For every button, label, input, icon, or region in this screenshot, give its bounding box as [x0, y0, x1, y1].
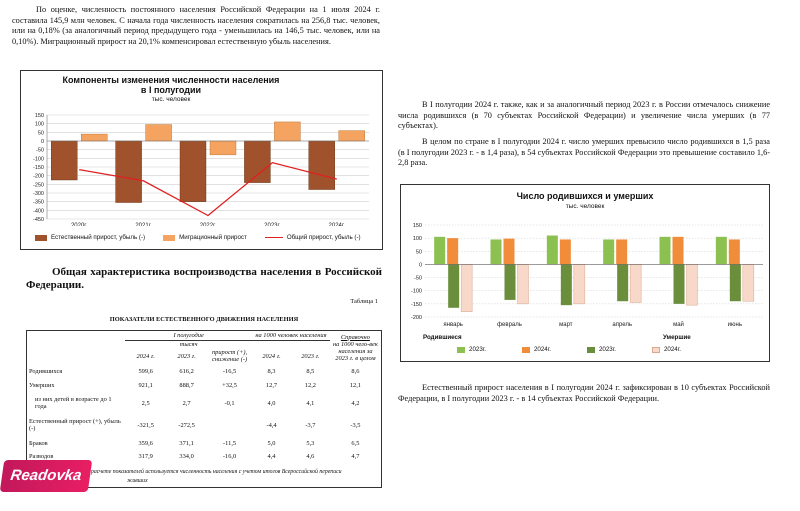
chart1-subtitle: тыс. человек [151, 96, 191, 103]
y-tick-label: 100 [412, 236, 422, 243]
bar-natural [51, 141, 77, 180]
row-cell: -16,0 [222, 452, 237, 460]
row-cell: -4,4 [266, 421, 277, 429]
row-cell: -16,5 [222, 368, 237, 375]
x-tick-label: март [559, 322, 573, 328]
bar-died-2023 [617, 264, 628, 301]
right-paragraph-1: В I полугодии 2024 г. также, как и за аналогичный период 2023 г. в России отмечалось снижение числа родившихся (в 70 субъектах Российской Федерации) и увеличение числа умерших (в 77 субъектах). [398, 100, 770, 131]
bar-died-2023 [505, 264, 516, 299]
bar-born-2024 [616, 239, 627, 264]
readovka-logo [0, 460, 92, 492]
chart1-plot [21, 71, 382, 226]
table-footnote-1: расчете показателей используется численность населения с учетом итогов Всероссийской переписи [91, 469, 342, 475]
bar-died-2024 [687, 264, 698, 305]
row-cell: 4,4 [267, 452, 276, 460]
bar-born-2023 [434, 237, 445, 265]
y-tick-label: 50 [37, 130, 44, 137]
table-header-ref-title: Справочно [340, 333, 370, 341]
bar-born-2023 [660, 237, 671, 265]
right-paragraph-2: В целом по стране в I полугодии 2024 г. число умерших превысило число родившихся в 1,5 раза (в I полугодии 2023 г. - в 1,4 раза), в 54 субъектах Российской Федерации это превышение составило 1,6-2,8 раза. [398, 137, 770, 168]
intro-line: на 1 июля 2024 г. составила 145,9 млн человек. С начала года численность населения сократилась [12, 5, 380, 25]
bar-born-2024 [504, 239, 515, 265]
chart1-title-2: в I полугодии [140, 85, 202, 95]
table-header-2024b: 2024 г. [262, 352, 281, 360]
y-tick-label: -200 [32, 173, 44, 180]
logo-text: Readovka [9, 467, 83, 484]
bar-migration [210, 141, 236, 155]
bar-born-2024 [560, 239, 571, 264]
row-cell: -3,7 [305, 421, 316, 429]
row-cell: -0,1 [224, 399, 235, 407]
x-tick-label: 2020г. [70, 223, 88, 226]
bar-born-2023 [603, 239, 614, 264]
legend-swatch-born24 [522, 347, 530, 353]
table-label: Таблица 1 [350, 298, 378, 305]
x-tick-label: 2023г. [264, 223, 281, 226]
chart1-title-1: Компоненты изменения численности населения [62, 75, 280, 85]
y-tick-label: -450 [32, 217, 44, 223]
bar-migration [146, 125, 172, 141]
row-cell: 8,3 [267, 368, 276, 375]
legend-group-born: Родившиеся [423, 334, 462, 341]
bar-died-2023 [448, 264, 459, 307]
x-tick-label: февраль [497, 322, 522, 328]
legend-label-born24: 2024г. [533, 346, 551, 353]
y-tick-label: -150 [32, 165, 44, 171]
table-cell [291, 340, 330, 348]
chart-births-deaths [400, 184, 770, 362]
row-cell: 2,7 [182, 399, 191, 407]
legend-label-died24: 2024г. [663, 346, 681, 353]
chart2-legend [417, 334, 757, 360]
row-cell: 12,7 [265, 382, 278, 389]
y-tick-label: 100 [34, 121, 44, 128]
x-tick-label: 2021г. [135, 223, 152, 226]
row-cell: 317,9 [138, 452, 153, 460]
legend-swatch-died24 [652, 347, 660, 353]
table-cell [27, 331, 125, 340]
bar-died-2024 [518, 264, 529, 303]
row-cell: 5,0 [267, 439, 276, 447]
legend-swatch-died23 [587, 347, 595, 353]
x-tick-label: январь [443, 322, 463, 328]
bar-died-2023 [674, 264, 685, 303]
bar-died-2024 [574, 264, 585, 303]
bar-natural [309, 141, 335, 190]
table-cell [27, 340, 125, 348]
bar-died-2024 [630, 264, 641, 302]
intro-line: на 146,5 тыс. человек, или на 0,10%). Миграционный прирост на 20,1% компенсировал [12, 26, 380, 46]
row-cell: -272,5 [178, 421, 195, 429]
intro-line: По оценке, численность постоянного населения Российской Федерации [36, 5, 306, 14]
bar-migration [339, 131, 365, 141]
right-paragraph-3: Естественный прирост населения в I полугодии 2024 г. зафиксирован в 10 субъектах Российской Федерации, в I полугодии 2023 г. - в 14 субъектах Российской Федерации. [398, 383, 770, 403]
row-cell: 6,5 [351, 439, 360, 447]
row-cell: 2,5 [141, 399, 150, 407]
table-header-period: I полугодие [125, 331, 252, 340]
section-title: Общая характеристика воспроизводства населения в Российской Федерации. [26, 266, 382, 291]
legend-swatch-born23 [457, 347, 465, 353]
legend-group-died: Умершие [663, 334, 691, 341]
row-cell: 334,0 [179, 452, 194, 460]
stats-table [27, 331, 381, 462]
table-header-per1000: на 1000 человек населения [252, 331, 330, 340]
bar-natural [180, 141, 206, 202]
bar-born-2024 [447, 238, 458, 264]
table-cell [27, 348, 125, 364]
row-label: Браков [29, 439, 48, 447]
table-header-ref-detail: на 1000 чело-век населения за 2023 г. в целом [332, 340, 378, 362]
chart2-title: Число родившихся и умерших [516, 191, 654, 201]
y-tick-label: -100 [32, 156, 44, 163]
intro-line: на 256,8 тыс. человек, или на 0,18% (за аналогичный период предыдущего года - уменьшилась [12, 15, 380, 36]
y-tick-label: -100 [410, 288, 422, 295]
legend-swatch-natural [35, 235, 47, 241]
bar-natural [116, 141, 142, 203]
y-tick-label: 150 [34, 113, 44, 119]
row-label: Естественный прирост (+), убыль (-) [29, 418, 121, 432]
table-header-2024: 2024 г. [136, 352, 155, 360]
bar-migration [274, 122, 300, 141]
row-cell: 4,7 [351, 452, 360, 460]
row-cell: -321,5 [137, 421, 154, 429]
row-cell: 359,6 [138, 439, 153, 447]
row-cell [207, 414, 252, 436]
table-cell [252, 340, 291, 348]
row-cell: 8,5 [306, 368, 315, 375]
row-cell: 4,2 [351, 399, 360, 407]
bar-migration [81, 134, 107, 141]
bar-died-2023 [561, 264, 572, 305]
row-label: из них детей в возрасте до 1 года [35, 396, 112, 410]
row-label: Умерших [29, 382, 55, 389]
y-tick-label: 0 [418, 262, 422, 269]
y-tick-label: -200 [410, 315, 422, 321]
row-cell: 921,1 [138, 382, 153, 389]
row-label: Родившихся [29, 368, 63, 375]
row-cell: +32,5 [222, 382, 237, 389]
table-header-2023: 2023 г. [177, 352, 196, 360]
y-tick-label: 0 [40, 139, 44, 145]
row-cell: 371,1 [179, 439, 194, 447]
x-tick-label: май [673, 322, 684, 328]
bar-born-2024 [729, 239, 740, 264]
legend-label-natural: Естественный прирост, убыль (-) [51, 234, 146, 241]
legend-line-total [265, 237, 283, 238]
bar-born-2024 [673, 237, 684, 265]
row-cell: 12,1 [349, 382, 361, 389]
bar-died-2024 [461, 264, 472, 311]
row-cell: 8,6 [351, 368, 360, 375]
legend-label-born23: 2023г. [469, 346, 486, 353]
x-tick-label: 2022г. [199, 223, 217, 226]
y-tick-label: -300 [32, 191, 44, 197]
chart2-plot [401, 185, 769, 330]
bar-died-2023 [730, 264, 741, 301]
bar-born-2023 [716, 237, 727, 265]
table-header-thousand: тысяч [179, 340, 198, 348]
row-cell: 4,1 [306, 399, 315, 407]
y-tick-label: -50 [36, 147, 44, 154]
row-cell: 4,6 [306, 452, 315, 460]
table-header-change: прирост (+), снижение (-) [211, 349, 248, 363]
bar-died-2024 [743, 264, 754, 301]
row-cell: 4,0 [267, 399, 276, 407]
y-tick-label: -400 [32, 208, 44, 215]
y-tick-label: 50 [415, 249, 422, 256]
row-cell: -3,5 [350, 421, 361, 429]
legend-label-died23: 2023г. [598, 346, 616, 353]
chart-population-components [20, 70, 383, 250]
legend-label-migration: Миграционный прирост [179, 234, 247, 241]
row-cell: 888,7 [179, 382, 194, 389]
chart1-legend [35, 234, 361, 241]
y-tick-label: -50 [414, 275, 422, 282]
bar-natural [244, 141, 270, 183]
x-tick-label: апрель [612, 322, 633, 328]
y-tick-label: 150 [412, 223, 422, 229]
table-caption: ПОКАЗАТЕЛИ ЕСТЕСТВЕННОГО ДВИЖЕНИЯ НАСЕЛЕНИЯ [109, 316, 299, 323]
x-tick-label: июнь [727, 322, 742, 328]
legend-swatch-migration [163, 235, 175, 241]
bar-born-2023 [491, 239, 502, 264]
legend-row [457, 346, 681, 353]
intro-line: естественную убыль населения. [217, 36, 331, 46]
chart2-subtitle: тыс. человек [565, 203, 605, 210]
table-header-2023b: 2023 г. [301, 352, 320, 360]
y-tick-label: -350 [32, 199, 44, 206]
bar-born-2023 [547, 236, 558, 265]
table-header-ref [330, 331, 381, 364]
row-cell: 12,2 [304, 382, 316, 389]
table-footnote-2: живших [127, 478, 148, 484]
x-tick-label: 2024г. [328, 223, 346, 226]
row-cell: 616,2 [179, 368, 194, 375]
row-cell: 5,3 [306, 439, 315, 447]
intro-paragraph [12, 5, 380, 47]
row-label: Разводов [29, 452, 54, 460]
y-tick-label: -150 [410, 301, 422, 308]
legend-label-total: Общий прирост, убыль (-) [286, 234, 361, 241]
row-cell: 599,6 [138, 368, 153, 375]
row-cell: -11,5 [223, 439, 237, 447]
y-tick-label: -250 [32, 182, 44, 189]
